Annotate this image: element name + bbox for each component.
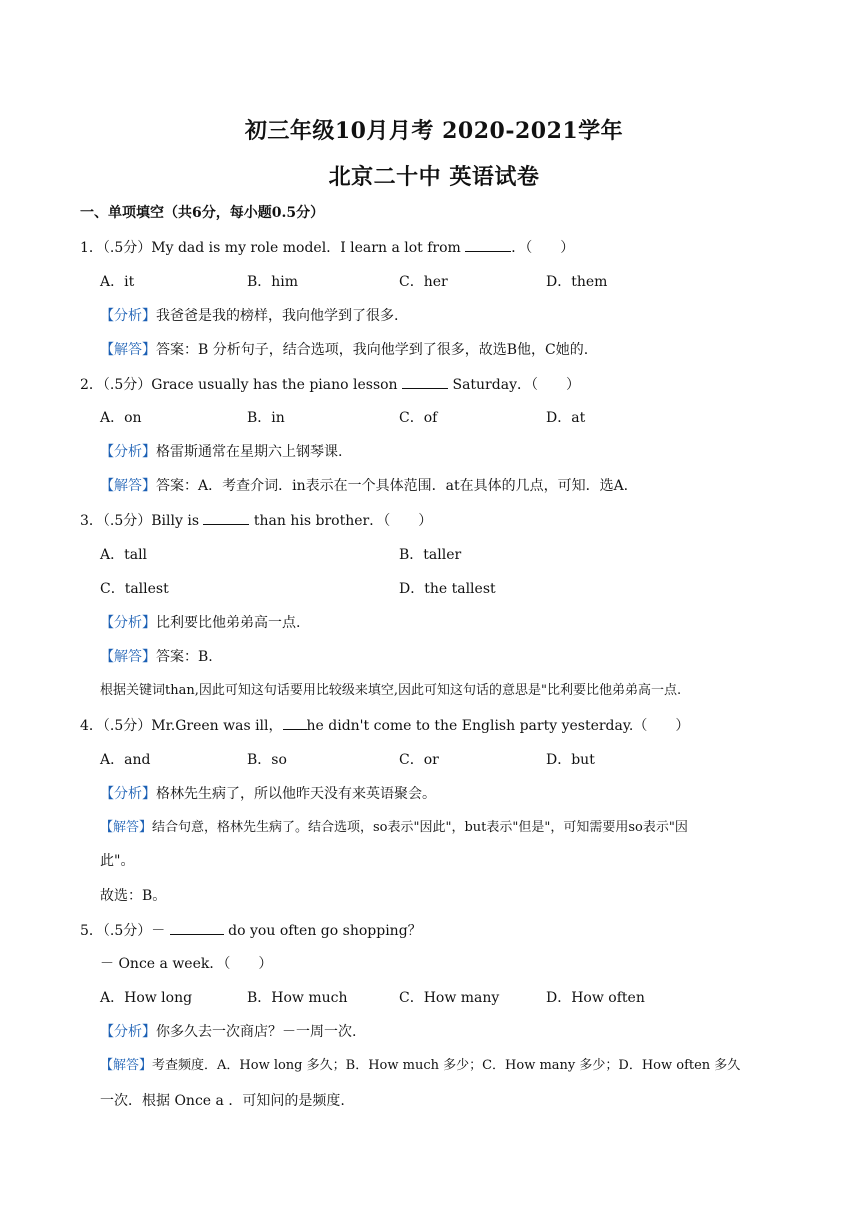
question-1-option-b: B．him (247, 274, 299, 290)
answer-tag: 【解答】 (100, 1058, 153, 1073)
question-3-analysis-text: 比利要比他弟弟高一点. (156, 615, 301, 631)
question-4-stem-end: he didn't come to the English party yesterday.（ ） (306, 718, 690, 734)
question-5-stem-end: do you often go shopping？ (223, 923, 422, 939)
analysis-tag: 【分析】 (100, 786, 156, 802)
question-3-answer (100, 648, 213, 666)
question-1-option-c: C．her (399, 274, 448, 290)
section-heading: 一、单项填空（共6分，每小题0.5分） (80, 205, 325, 221)
question-1-stem-text: 1．（.5分）My dad is my role model．I learn a lot from (80, 240, 466, 256)
question-4-answer-text: 结合句意，格林先生病了。结合选项，so表示"因此"，but表示"但是"，可知需要用so表示"因 (152, 820, 688, 835)
question-1-analysis (100, 307, 398, 325)
question-5-answer (100, 1057, 740, 1075)
question-4-conclusion: 故选：B。 (100, 888, 167, 904)
analysis-tag: 【分析】 (100, 444, 156, 460)
question-4-stem (80, 716, 689, 735)
question-2-option-c: C．of (399, 410, 438, 426)
question-4-stem-text: 4．（.5分）Mr.Green was ill， (80, 718, 283, 734)
question-5-stem-line2: － Once a week．（ ） (100, 956, 273, 972)
question-4-answer (100, 819, 688, 837)
answer-blank (402, 375, 448, 389)
answer-tag: 【解答】 (100, 478, 156, 494)
question-3-answer-text: 答案：B. (156, 649, 213, 665)
question-2-answer (100, 477, 628, 495)
exam-title: 初三年级10月月考 2020-2021学年 (244, 118, 624, 144)
question-4-option-c: C．or (399, 752, 439, 768)
question-4-answer-continued: 此"。 (100, 853, 135, 869)
question-3-option-c: C．tallest (100, 581, 169, 597)
answer-blank (203, 511, 249, 525)
question-1-answer-text: 答案：B 分析句子，结合选项，我向他学到了很多，故选B他，C她的. (156, 342, 589, 358)
answer-blank (283, 716, 307, 730)
question-1-answer (100, 341, 588, 359)
question-2-stem (80, 375, 580, 394)
question-5-stem-text: 5．（.5分）－ (80, 923, 170, 939)
question-5-analysis (100, 1023, 356, 1041)
analysis-tag: 【分析】 (100, 308, 156, 324)
answer-blank (170, 921, 224, 935)
question-3-stem-text: 3．（.5分）Billy is (80, 513, 204, 529)
question-1-stem-end: ．（ ） (511, 240, 575, 256)
question-2-analysis (100, 443, 342, 461)
question-4-analysis (100, 785, 436, 803)
analysis-tag: 【分析】 (100, 1024, 156, 1040)
question-3-explanation: 根据关键词than,因此可知这句话要用比较级来填空,因此可知这句话的意思是"比利要比他弟弟高一点. (100, 683, 682, 698)
question-5-stem (80, 921, 422, 940)
question-3-option-d: D．the tallest (399, 581, 496, 597)
question-5-analysis-text: 你多久去一次商店？－一周一次. (156, 1024, 357, 1040)
question-2-option-d: D．at (546, 410, 586, 426)
question-3-stem-end: than his brother．（ ） (249, 513, 433, 529)
question-1-option-a: A．it (100, 274, 135, 290)
question-3-analysis (100, 614, 300, 632)
question-2-option-b: B．in (247, 410, 285, 426)
question-4-option-b: B．so (247, 752, 287, 768)
analysis-tag: 【分析】 (100, 615, 156, 631)
answer-tag: 【解答】 (100, 649, 156, 665)
question-5-answer-continued: 一次．根据 Once a ．可知问的是频度. (100, 1093, 345, 1109)
question-3-option-a: A．tall (100, 547, 148, 563)
answer-tag: 【解答】 (100, 342, 156, 358)
question-2-answer-text: 答案：A．考查介词．in表示在一个具体范围．at在具体的几点，可知．选A. (156, 478, 629, 494)
question-5-answer-text: 考查频度．A．How long 多久；B．How much 多少；C．How many 多少；D．How often 多久 (152, 1058, 741, 1073)
question-5-option-a: A．How long (100, 990, 193, 1006)
question-4-option-a: A．and (100, 752, 151, 768)
question-2-analysis-text: 格雷斯通常在星期六上钢琴课. (156, 444, 343, 460)
question-5-option-b: B．How much (247, 990, 348, 1006)
question-1-stem (80, 238, 574, 257)
question-4-option-d: D．but (546, 752, 595, 768)
question-1-option-d: D．them (546, 274, 608, 290)
question-2-option-a: A．on (100, 410, 142, 426)
question-3-stem (80, 511, 432, 530)
answer-tag: 【解答】 (100, 820, 153, 835)
exam-subtitle: 北京二十中 英语试卷 (328, 164, 540, 190)
question-2-stem-text: 2．（.5分）Grace usually has the piano lesson (80, 377, 403, 393)
question-4-analysis-text: 格林先生病了，所以他昨天没有来英语聚会。 (156, 786, 436, 802)
question-1-analysis-text: 我爸爸是我的榜样，我向他学到了很多. (156, 308, 399, 324)
question-3-option-b: B．taller (399, 547, 462, 563)
question-5-option-d: D．How often (546, 990, 645, 1006)
question-5-option-c: C．How many (399, 990, 500, 1006)
answer-blank (465, 238, 511, 252)
question-2-stem-end: Saturday．（ ） (448, 377, 580, 393)
